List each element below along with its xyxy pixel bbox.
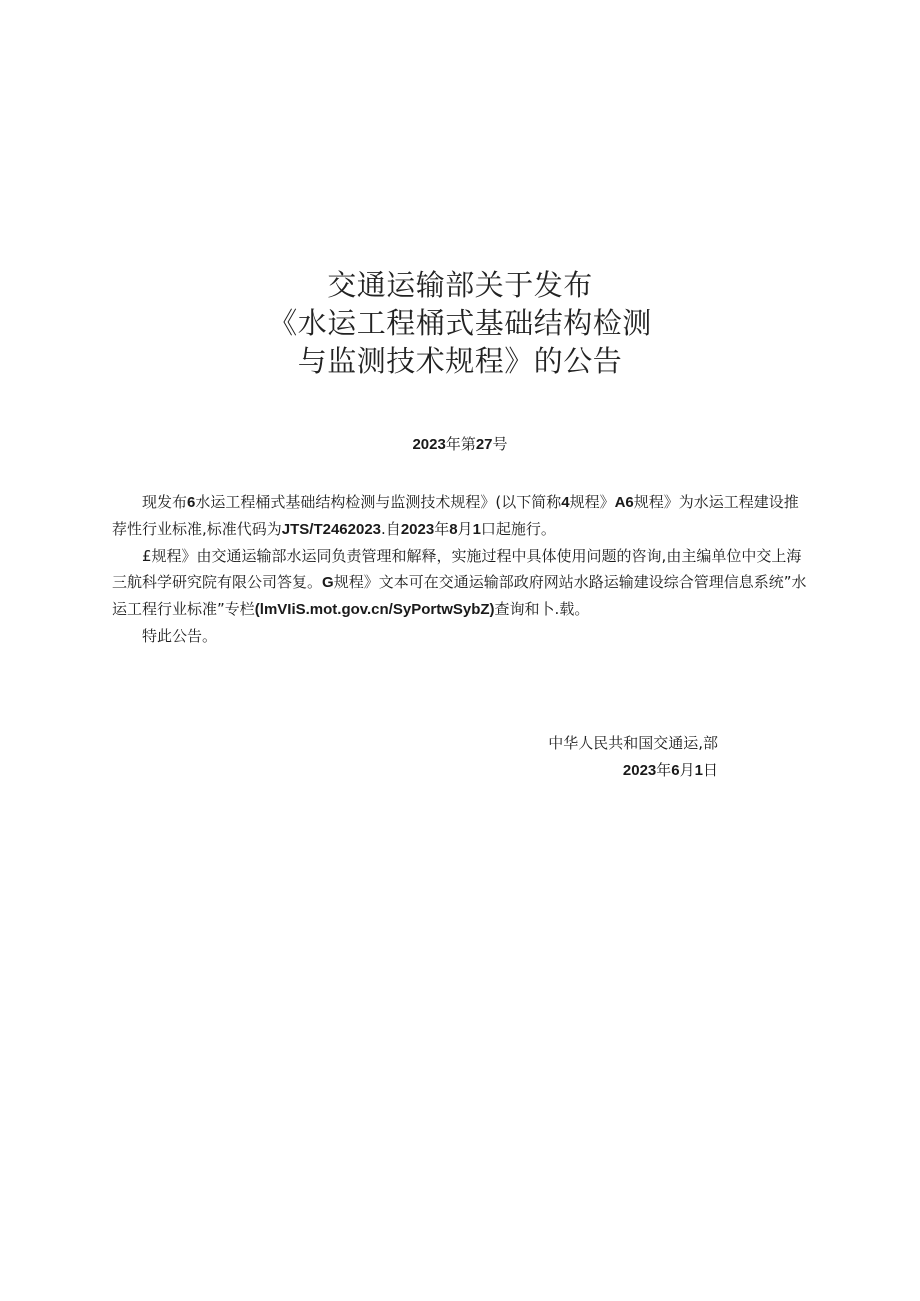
p2-bold-1: G (322, 574, 334, 591)
issue-date-month: 6 (671, 762, 680, 779)
standard-code: JTS/T2462023 (281, 521, 382, 538)
website-url[interactable]: (lmVIiS.mot.gov.cn/SyPortwSybZ) (254, 601, 495, 618)
p2-text-2: 规程》文本可在交通运输部政府网站水路运输建设综合管理信息系统”水运工程行业标准”专栏 (112, 573, 807, 618)
issuing-organization: 中华人民共和国交通运,部 (548, 734, 718, 752)
p1-text-8: 口起施行。 (480, 520, 556, 538)
p1-text-7: 月 (457, 520, 473, 538)
title-line-2: 《水运工程桶式基础结构检测 (268, 306, 652, 340)
p1-bold-3: A6 (614, 494, 634, 511)
doc-number-year: 2023 (412, 436, 446, 453)
title-line-3: 与监测技术规程》的公告 (297, 344, 623, 378)
issue-date-s1: 年 (656, 761, 672, 779)
document-number (0, 434, 920, 455)
announcement-body (112, 489, 808, 649)
p2-text-1: £规程》由交通运输部水运同负责管理和解释，实施过程中具体使用问题的咨询,由主编单位中交上海三航科学研究院有限公司答复。 (112, 547, 802, 591)
issue-date (548, 757, 718, 784)
issue-date-day: 1 (694, 762, 703, 779)
p1-text-1: 现发布 (142, 493, 188, 511)
effective-year: 2023 (400, 521, 435, 538)
p1-text-5: .自 (381, 520, 401, 538)
doc-number-mid: 年第 (445, 435, 476, 453)
doc-number-num: 27 (475, 436, 493, 453)
paragraph-management (112, 543, 808, 623)
doc-number-suffix: 号 (492, 435, 508, 453)
issue-date-s2: 月 (679, 761, 695, 779)
p1-text-4: 规程》为水运工程建设推荐性行业标准,标准代码为 (112, 493, 799, 538)
p1-bold-2: 4 (561, 494, 570, 511)
effective-day: 1 (472, 521, 481, 538)
issue-date-s3: 日 (702, 761, 718, 779)
p1-bold-1: 6 (187, 494, 196, 511)
paragraph-sign-off: 特此公告。 (142, 627, 218, 645)
p1-text-2: 水运工程桶式基础结构检测与监测技术规程》(以下简称 (195, 493, 562, 511)
issue-date-year: 2023 (622, 762, 657, 779)
effective-month: 8 (449, 521, 458, 538)
p2-text-3: 查询和卜.载。 (494, 600, 590, 618)
p1-text-6: 年 (434, 520, 450, 538)
announcement-title (0, 266, 920, 380)
signature-block (548, 730, 718, 784)
paragraph-publication (112, 489, 808, 543)
p1-text-3: 规程》 (569, 493, 615, 511)
title-line-1: 交通运输部关于发布 (327, 268, 593, 302)
